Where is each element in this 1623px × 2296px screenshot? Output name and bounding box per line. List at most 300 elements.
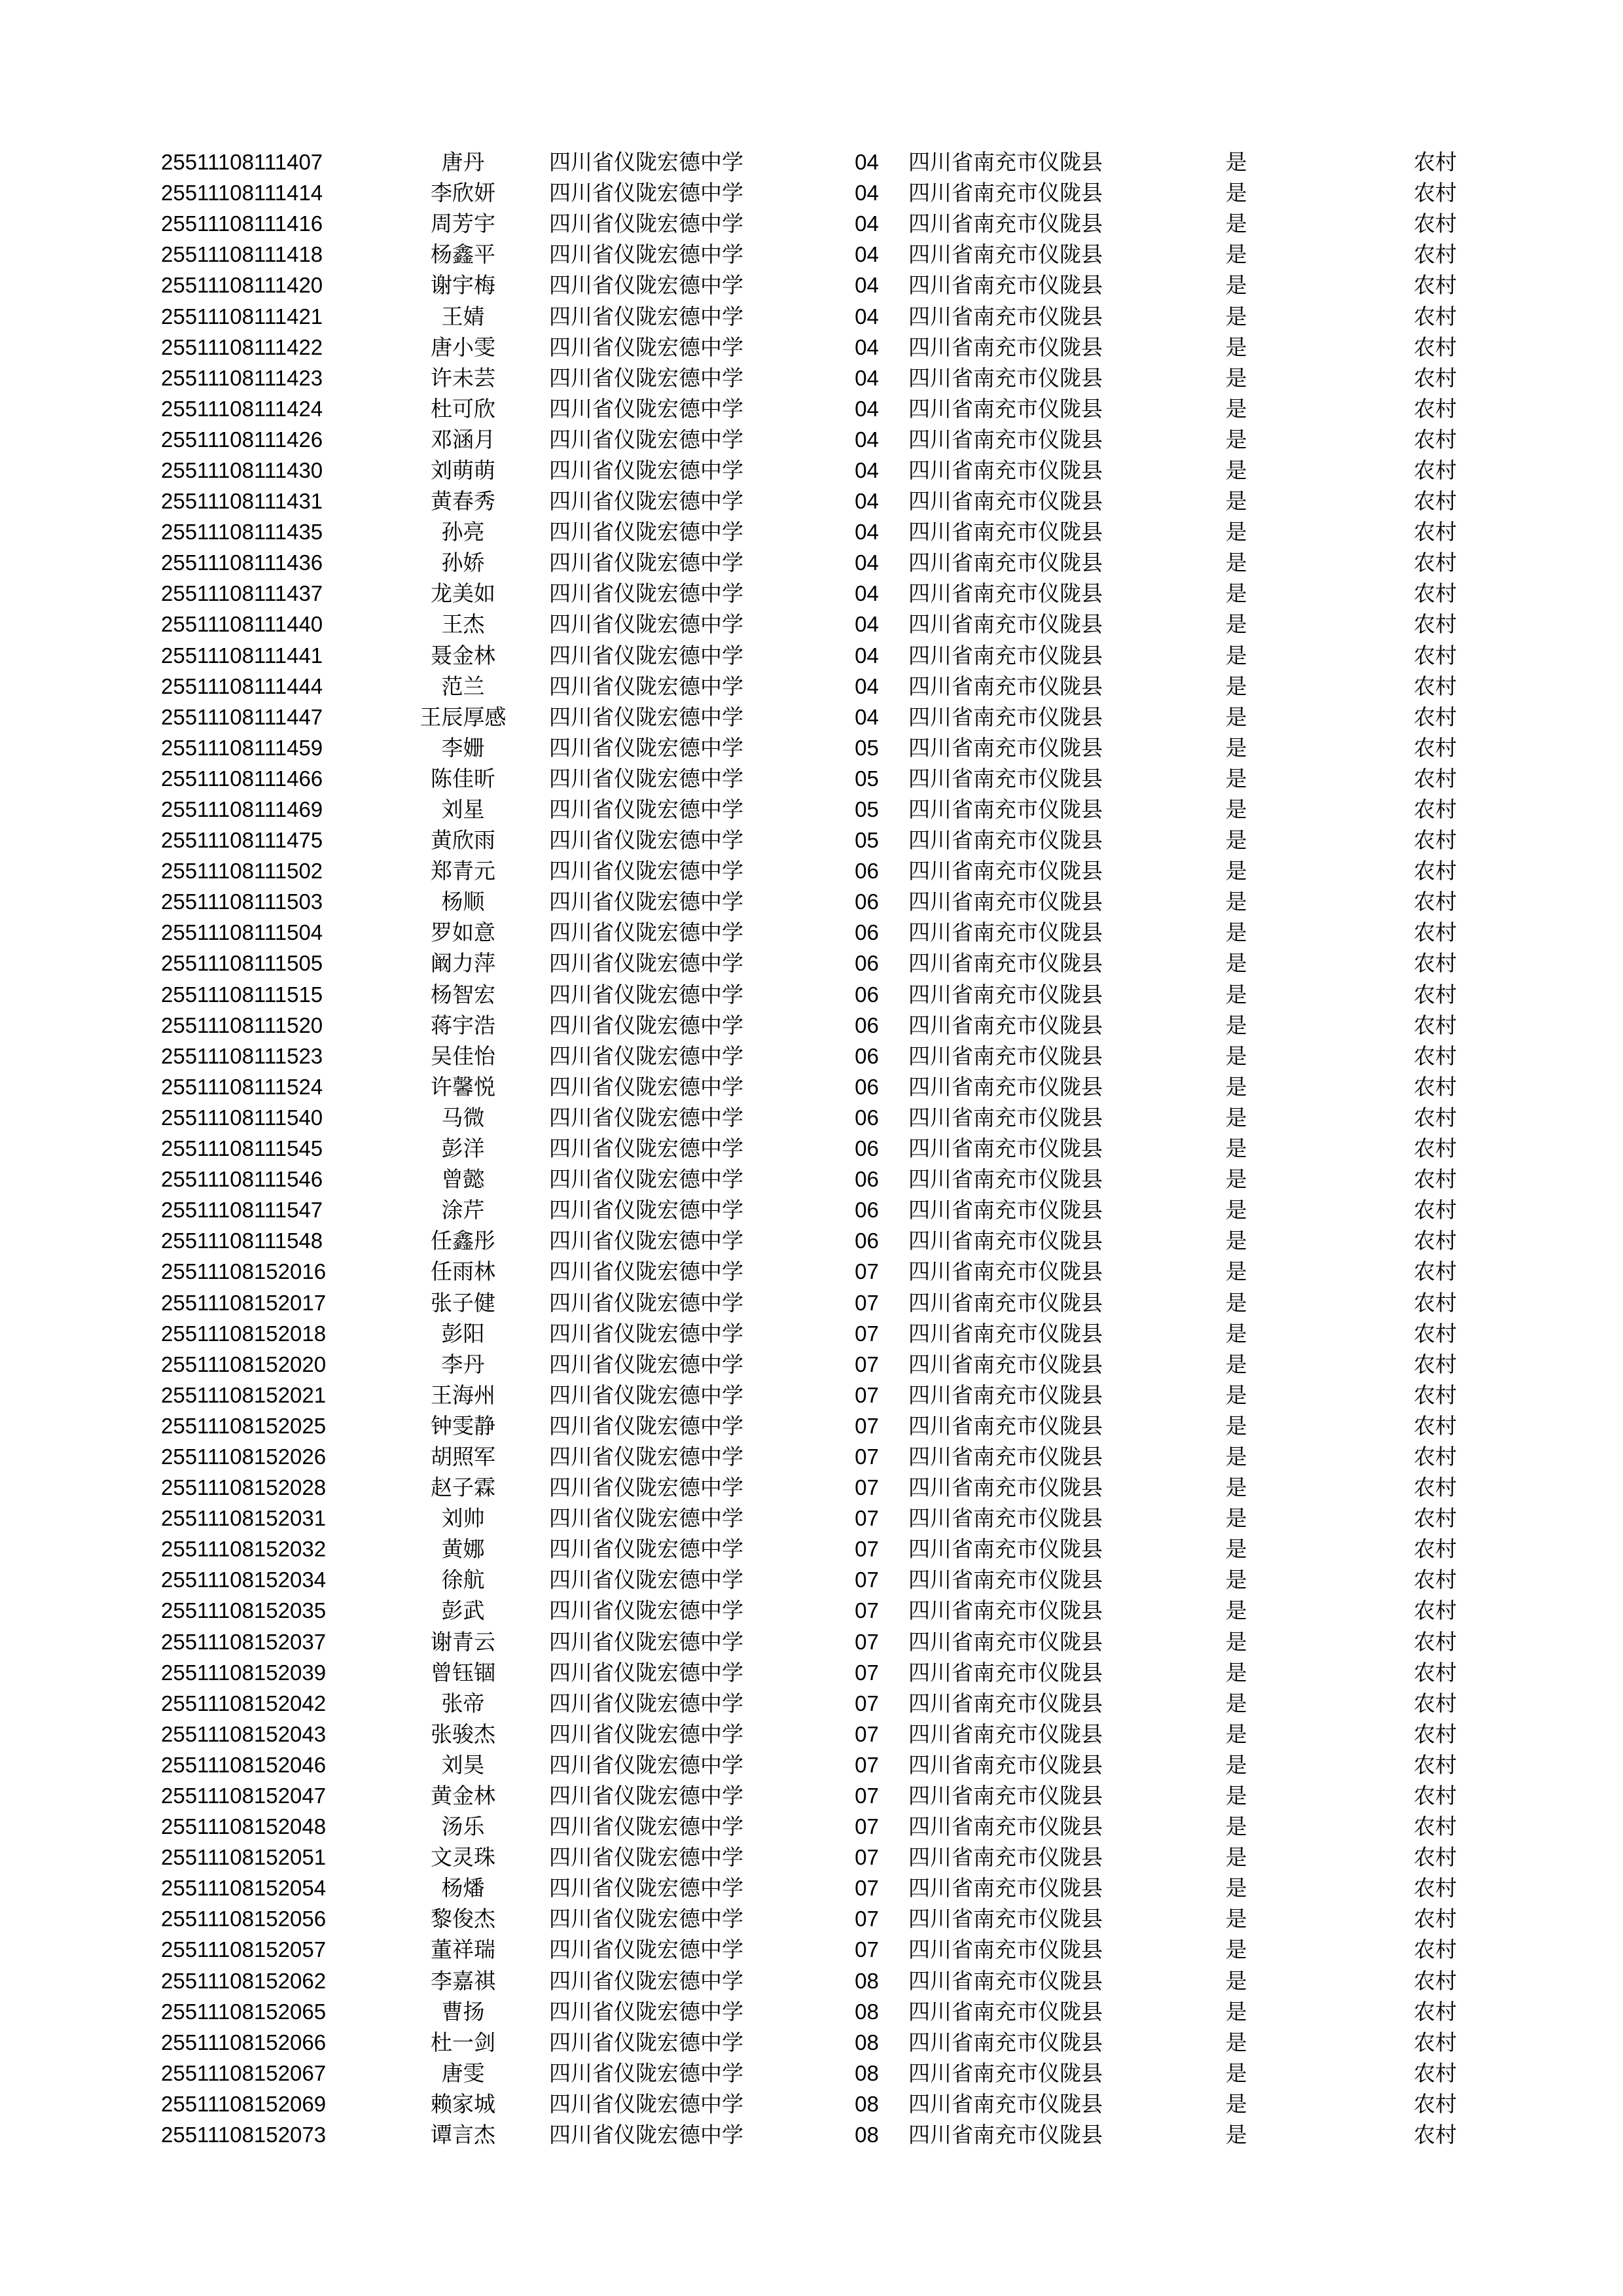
class-cell: 06 xyxy=(855,1229,879,1253)
class-cell: 05 xyxy=(855,828,879,853)
flag-cell: 是 xyxy=(1225,149,1247,175)
class-cell: 04 xyxy=(855,242,879,267)
region-cell: 四川省南充市仪陇县 xyxy=(908,1844,1103,1871)
class-cell: 07 xyxy=(855,1721,879,1746)
flag-cell: 是 xyxy=(1225,2090,1247,2117)
student-name-cell: 张帝 xyxy=(441,1690,485,1716)
class-cell: 06 xyxy=(855,920,879,945)
flag-cell: 是 xyxy=(1225,1073,1247,1100)
student-name-cell: 周芳宇 xyxy=(431,211,495,237)
region-cell: 四川省南充市仪陇县 xyxy=(908,1783,1103,1809)
region-cell: 四川省南充市仪陇县 xyxy=(908,1536,1103,1562)
region-cell: 四川省南充市仪陇县 xyxy=(908,2029,1103,2055)
flag-cell: 是 xyxy=(1225,642,1247,668)
school-cell: 四川省仪陇宏德中学 xyxy=(549,1289,743,1316)
flag-cell: 是 xyxy=(1225,1721,1247,1747)
table-row xyxy=(161,332,1457,363)
school-cell: 四川省仪陇宏德中学 xyxy=(549,1475,743,1501)
residence-type-cell: 农村 xyxy=(1414,1505,1457,1532)
flag-cell: 是 xyxy=(1225,1875,1247,1901)
student-id-cell: 25511108111407 xyxy=(161,150,323,175)
region-cell: 四川省南充市仪陇县 xyxy=(908,581,1103,607)
school-cell: 四川省仪陇宏德中学 xyxy=(549,797,743,823)
class-cell: 08 xyxy=(855,2123,879,2147)
class-cell: 07 xyxy=(855,1660,879,1685)
school-cell: 四川省仪陇宏德中学 xyxy=(549,1443,743,1469)
residence-type-cell: 农村 xyxy=(1414,1043,1457,1069)
region-cell: 四川省南充市仪陇县 xyxy=(908,1505,1103,1532)
student-name-cell: 王杰 xyxy=(441,611,485,637)
student-name-cell: 马微 xyxy=(441,1104,485,1130)
region-cell: 四川省南充市仪陇县 xyxy=(908,426,1103,452)
student-name-cell: 任雨林 xyxy=(431,1259,495,1285)
table-row xyxy=(161,732,1457,763)
region-cell: 四川省南充市仪陇县 xyxy=(908,1012,1103,1038)
flag-cell: 是 xyxy=(1225,303,1247,329)
student-id-cell: 25511108152065 xyxy=(161,1999,327,2024)
class-cell: 07 xyxy=(855,1568,879,1592)
class-cell: 07 xyxy=(855,1506,879,1531)
class-cell: 04 xyxy=(855,643,879,668)
residence-type-cell: 农村 xyxy=(1414,611,1457,637)
school-cell: 四川省仪陇宏德中学 xyxy=(549,1259,743,1285)
flag-cell: 是 xyxy=(1225,2029,1247,2055)
residence-type-cell: 农村 xyxy=(1414,1228,1457,1254)
student-id-cell: 25511108111523 xyxy=(161,1043,323,1068)
region-cell: 四川省南充市仪陇县 xyxy=(908,1166,1103,1193)
region-cell: 四川省南充市仪陇县 xyxy=(908,858,1103,884)
region-cell: 四川省南充市仪陇县 xyxy=(908,1197,1103,1223)
table-row xyxy=(161,702,1457,732)
student-name-cell: 范兰 xyxy=(441,673,485,699)
student-id-cell: 25511108152017 xyxy=(161,1290,327,1315)
student-id-cell: 25511108111421 xyxy=(161,304,323,329)
school-cell: 四川省仪陇宏德中学 xyxy=(549,858,743,884)
school-cell: 四川省仪陇宏德中学 xyxy=(549,2122,743,2148)
residence-type-cell: 农村 xyxy=(1414,457,1457,483)
region-cell: 四川省南充市仪陇县 xyxy=(908,457,1103,483)
school-cell: 四川省仪陇宏德中学 xyxy=(549,550,743,576)
student-id-cell: 25511108152018 xyxy=(161,1321,327,1346)
student-id-cell: 25511108111430 xyxy=(161,457,323,482)
region-cell: 四川省南充市仪陇县 xyxy=(908,1598,1103,1624)
student-id-cell: 25511108111447 xyxy=(161,704,323,729)
flag-cell: 是 xyxy=(1225,2122,1247,2148)
flag-cell: 是 xyxy=(1225,1382,1247,1408)
student-name-cell: 杜一剑 xyxy=(431,2029,495,2055)
school-cell: 四川省仪陇宏德中学 xyxy=(549,1197,743,1223)
school-cell: 四川省仪陇宏德中学 xyxy=(549,180,743,206)
region-cell: 四川省南充市仪陇县 xyxy=(908,1136,1103,1162)
student-name-cell: 刘帅 xyxy=(441,1505,485,1532)
student-name-cell: 孙亮 xyxy=(441,519,485,545)
student-name-cell: 文灵珠 xyxy=(431,1844,495,1871)
school-cell: 四川省仪陇宏德中学 xyxy=(549,1351,743,1377)
flag-cell: 是 xyxy=(1225,365,1247,391)
table-row xyxy=(161,1071,1457,1102)
table-row xyxy=(161,147,1457,177)
student-id-cell: 25511108152035 xyxy=(161,1598,327,1623)
table-row xyxy=(161,640,1457,671)
class-cell: 07 xyxy=(855,1382,879,1407)
student-name-cell: 唐丹 xyxy=(441,149,485,175)
region-cell: 四川省南充市仪陇县 xyxy=(908,1721,1103,1747)
residence-type-cell: 农村 xyxy=(1414,1567,1457,1593)
student-name-cell: 杨智宏 xyxy=(431,981,495,1007)
table-row xyxy=(161,1287,1457,1318)
flag-cell: 是 xyxy=(1225,1814,1247,1840)
class-cell: 07 xyxy=(855,1907,879,1931)
student-name-cell: 赵子霖 xyxy=(431,1475,495,1501)
student-name-cell: 曾懿 xyxy=(441,1166,485,1193)
student-id-cell: 25511108111424 xyxy=(161,396,323,421)
residence-type-cell: 农村 xyxy=(1414,765,1457,791)
flag-cell: 是 xyxy=(1225,1043,1247,1069)
student-name-cell: 张骏杰 xyxy=(431,1721,495,1747)
school-cell: 四川省仪陇宏德中学 xyxy=(549,1751,743,1778)
region-cell: 四川省南充市仪陇县 xyxy=(908,488,1103,514)
region-cell: 四川省南充市仪陇县 xyxy=(908,1628,1103,1655)
school-cell: 四川省仪陇宏德中学 xyxy=(549,1783,743,1809)
school-cell: 四川省仪陇宏德中学 xyxy=(549,1628,743,1655)
student-name-cell: 唐雯 xyxy=(441,2060,485,2086)
region-cell: 四川省南充市仪陇县 xyxy=(908,1967,1103,1994)
student-name-cell: 彭洋 xyxy=(441,1136,485,1162)
student-id-cell: 25511108152034 xyxy=(161,1568,327,1592)
region-cell: 四川省南充市仪陇县 xyxy=(908,1690,1103,1716)
student-id-cell: 25511108152056 xyxy=(161,1907,327,1931)
student-id-cell: 25511108111441 xyxy=(161,643,323,668)
residence-type-cell: 农村 xyxy=(1414,1073,1457,1100)
table-row xyxy=(161,917,1457,948)
student-name-cell: 聂金林 xyxy=(431,642,495,668)
region-cell: 四川省南充市仪陇县 xyxy=(908,2060,1103,2086)
residence-type-cell: 农村 xyxy=(1414,1598,1457,1624)
class-cell: 05 xyxy=(855,766,879,791)
class-cell: 07 xyxy=(855,1784,879,1808)
table-row xyxy=(161,578,1457,609)
flag-cell: 是 xyxy=(1225,519,1247,545)
flag-cell: 是 xyxy=(1225,457,1247,483)
table-row xyxy=(161,609,1457,639)
table-row xyxy=(161,1842,1457,1873)
student-id-cell: 25511108111547 xyxy=(161,1198,323,1223)
school-cell: 四川省仪陇宏德中学 xyxy=(549,581,743,607)
class-cell: 07 xyxy=(855,1876,879,1901)
school-cell: 四川省仪陇宏德中学 xyxy=(549,950,743,977)
residence-type-cell: 农村 xyxy=(1414,242,1457,268)
residence-type-cell: 农村 xyxy=(1414,2090,1457,2117)
residence-type-cell: 农村 xyxy=(1414,1351,1457,1377)
residence-type-cell: 农村 xyxy=(1414,1412,1457,1439)
residence-type-cell: 农村 xyxy=(1414,981,1457,1007)
table-row xyxy=(161,1041,1457,1071)
class-cell: 06 xyxy=(855,1136,879,1161)
residence-type-cell: 农村 xyxy=(1414,1197,1457,1223)
student-id-cell: 25511108152028 xyxy=(161,1475,327,1500)
student-id-cell: 25511108111420 xyxy=(161,273,323,298)
residence-type-cell: 农村 xyxy=(1414,272,1457,298)
class-cell: 06 xyxy=(855,1198,879,1223)
residence-type-cell: 农村 xyxy=(1414,673,1457,699)
flag-cell: 是 xyxy=(1225,334,1247,360)
table-row xyxy=(161,1749,1457,1780)
region-cell: 四川省南充市仪陇县 xyxy=(908,1289,1103,1316)
table-row xyxy=(161,393,1457,424)
class-cell: 07 xyxy=(855,1259,879,1284)
residence-type-cell: 农村 xyxy=(1414,149,1457,175)
residence-type-cell: 农村 xyxy=(1414,797,1457,823)
region-cell: 四川省南充市仪陇县 xyxy=(908,765,1103,791)
student-name-cell: 李姗 xyxy=(441,734,485,761)
residence-type-cell: 农村 xyxy=(1414,734,1457,761)
school-cell: 四川省仪陇宏德中学 xyxy=(549,334,743,360)
flag-cell: 是 xyxy=(1225,950,1247,977)
student-name-cell: 唐小雯 xyxy=(431,334,495,360)
school-cell: 四川省仪陇宏德中学 xyxy=(549,365,743,391)
flag-cell: 是 xyxy=(1225,1783,1247,1809)
flag-cell: 是 xyxy=(1225,1998,1247,2024)
class-cell: 04 xyxy=(855,520,879,545)
region-cell: 四川省南充市仪陇县 xyxy=(908,1937,1103,1963)
residence-type-cell: 农村 xyxy=(1414,1875,1457,1901)
residence-type-cell: 农村 xyxy=(1414,180,1457,206)
table-row xyxy=(161,177,1457,208)
class-cell: 08 xyxy=(855,1968,879,1993)
student-id-cell: 25511108152043 xyxy=(161,1721,327,1746)
student-name-cell: 杜可欣 xyxy=(431,395,495,422)
class-cell: 07 xyxy=(855,1475,879,1500)
school-cell: 四川省仪陇宏德中学 xyxy=(549,1875,743,1901)
flag-cell: 是 xyxy=(1225,1536,1247,1562)
table-row xyxy=(161,1010,1457,1041)
residence-type-cell: 农村 xyxy=(1414,1443,1457,1469)
region-cell: 四川省南充市仪陇县 xyxy=(908,1104,1103,1130)
residence-type-cell: 农村 xyxy=(1414,1998,1457,2024)
school-cell: 四川省仪陇宏德中学 xyxy=(549,426,743,452)
student-name-cell: 杨鑫平 xyxy=(431,242,495,268)
residence-type-cell: 农村 xyxy=(1414,1104,1457,1130)
region-cell: 四川省南充市仪陇县 xyxy=(908,704,1103,730)
flag-cell: 是 xyxy=(1225,1197,1247,1223)
student-id-cell: 25511108111418 xyxy=(161,242,323,267)
region-cell: 四川省南充市仪陇县 xyxy=(908,1382,1103,1408)
class-cell: 08 xyxy=(855,2060,879,2085)
student-name-cell: 李丹 xyxy=(441,1351,485,1377)
student-id-cell: 25511108111475 xyxy=(161,828,323,853)
student-id-cell: 25511108111548 xyxy=(161,1229,323,1253)
residence-type-cell: 农村 xyxy=(1414,1906,1457,1932)
school-cell: 四川省仪陇宏德中学 xyxy=(549,1906,743,1932)
student-id-cell: 25511108111515 xyxy=(161,982,323,1007)
student-id-cell: 25511108111431 xyxy=(161,489,323,514)
class-cell: 04 xyxy=(855,150,879,175)
flag-cell: 是 xyxy=(1225,272,1247,298)
table-row xyxy=(161,1441,1457,1472)
table-row xyxy=(161,1934,1457,1965)
class-cell: 06 xyxy=(855,951,879,976)
student-name-cell: 刘星 xyxy=(441,797,485,823)
table-row xyxy=(161,2089,1457,2119)
residence-type-cell: 农村 xyxy=(1414,550,1457,576)
student-id-cell: 25511108152026 xyxy=(161,1444,327,1469)
table-row xyxy=(161,239,1457,270)
region-cell: 四川省南充市仪陇县 xyxy=(908,395,1103,422)
class-cell: 05 xyxy=(855,735,879,760)
student-id-cell: 25511108152069 xyxy=(161,2091,327,2116)
class-cell: 04 xyxy=(855,612,879,637)
region-cell: 四川省南充市仪陇县 xyxy=(908,889,1103,915)
region-cell: 四川省南充市仪陇县 xyxy=(908,1228,1103,1254)
table-row xyxy=(161,1595,1457,1626)
class-cell: 07 xyxy=(855,1845,879,1870)
residence-type-cell: 农村 xyxy=(1414,858,1457,884)
flag-cell: 是 xyxy=(1225,858,1247,884)
flag-cell: 是 xyxy=(1225,242,1247,268)
class-cell: 04 xyxy=(855,457,879,482)
table-row xyxy=(161,1503,1457,1534)
region-cell: 四川省南充市仪陇县 xyxy=(908,1751,1103,1778)
table-row xyxy=(161,886,1457,917)
school-cell: 四川省仪陇宏德中学 xyxy=(549,1043,743,1069)
residence-type-cell: 农村 xyxy=(1414,889,1457,915)
student-id-cell: 25511108152031 xyxy=(161,1506,327,1531)
flag-cell: 是 xyxy=(1225,1505,1247,1532)
flag-cell: 是 xyxy=(1225,1412,1247,1439)
student-id-cell: 25511108152066 xyxy=(161,2030,327,2054)
region-cell: 四川省南充市仪陇县 xyxy=(908,797,1103,823)
class-cell: 07 xyxy=(855,1598,879,1623)
student-name-cell: 王辰厚感 xyxy=(419,704,507,730)
flag-cell: 是 xyxy=(1225,581,1247,607)
region-cell: 四川省南充市仪陇县 xyxy=(908,1443,1103,1469)
student-name-cell: 王婧 xyxy=(441,303,485,329)
flag-cell: 是 xyxy=(1225,889,1247,915)
region-cell: 四川省南充市仪陇县 xyxy=(908,1475,1103,1501)
residence-type-cell: 农村 xyxy=(1414,1475,1457,1501)
residence-type-cell: 农村 xyxy=(1414,1783,1457,1809)
region-cell: 四川省南充市仪陇县 xyxy=(908,642,1103,668)
student-id-cell: 25511108152016 xyxy=(161,1259,327,1284)
table-row xyxy=(161,794,1457,825)
region-cell: 四川省南充市仪陇县 xyxy=(908,242,1103,268)
table-row xyxy=(161,1472,1457,1503)
school-cell: 四川省仪陇宏德中学 xyxy=(549,920,743,946)
school-cell: 四川省仪陇宏德中学 xyxy=(549,457,743,483)
student-name-cell: 胡照军 xyxy=(431,1443,495,1469)
class-cell: 07 xyxy=(855,1752,879,1777)
residence-type-cell: 农村 xyxy=(1414,1012,1457,1038)
flag-cell: 是 xyxy=(1225,1690,1247,1716)
residence-type-cell: 农村 xyxy=(1414,1814,1457,1840)
school-cell: 四川省仪陇宏德中学 xyxy=(549,889,743,915)
school-cell: 四川省仪陇宏德中学 xyxy=(549,1998,743,2024)
flag-cell: 是 xyxy=(1225,1844,1247,1871)
school-cell: 四川省仪陇宏德中学 xyxy=(549,1382,743,1408)
student-id-cell: 25511108111520 xyxy=(161,1013,323,1037)
flag-cell: 是 xyxy=(1225,1751,1247,1778)
student-name-cell: 赖家城 xyxy=(431,2090,495,2117)
student-id-cell: 25511108111440 xyxy=(161,612,323,637)
table-row xyxy=(161,2058,1457,2089)
table-row xyxy=(161,547,1457,578)
class-cell: 06 xyxy=(855,1105,879,1130)
table-row xyxy=(161,1626,1457,1657)
class-cell: 08 xyxy=(855,1999,879,2024)
region-cell: 四川省南充市仪陇县 xyxy=(908,1998,1103,2024)
flag-cell: 是 xyxy=(1225,1598,1247,1624)
residence-type-cell: 农村 xyxy=(1414,1320,1457,1346)
student-id-cell: 25511108152020 xyxy=(161,1352,327,1376)
school-cell: 四川省仪陇宏德中学 xyxy=(549,395,743,422)
flag-cell: 是 xyxy=(1225,1228,1247,1254)
table-row xyxy=(161,1719,1457,1749)
school-cell: 四川省仪陇宏德中学 xyxy=(549,673,743,699)
flag-cell: 是 xyxy=(1225,1136,1247,1162)
region-cell: 四川省南充市仪陇县 xyxy=(908,303,1103,329)
student-id-cell: 25511108111466 xyxy=(161,766,323,791)
student-id-cell: 25511108111436 xyxy=(161,550,323,575)
table-row xyxy=(161,1410,1457,1441)
class-cell: 04 xyxy=(855,550,879,575)
flag-cell: 是 xyxy=(1225,1320,1247,1346)
school-cell: 四川省仪陇宏德中学 xyxy=(549,1598,743,1624)
school-cell: 四川省仪陇宏德中学 xyxy=(549,1228,743,1254)
table-row xyxy=(161,1194,1457,1225)
residence-type-cell: 农村 xyxy=(1414,1289,1457,1316)
student-name-cell: 涂芹 xyxy=(441,1197,485,1223)
school-cell: 四川省仪陇宏德中学 xyxy=(549,149,743,175)
region-cell: 四川省南充市仪陇县 xyxy=(908,734,1103,761)
table-row xyxy=(161,1780,1457,1811)
student-name-cell: 杨顺 xyxy=(441,889,485,915)
region-cell: 四川省南充市仪陇县 xyxy=(908,1906,1103,1932)
school-cell: 四川省仪陇宏德中学 xyxy=(549,1536,743,1562)
table-row xyxy=(161,1564,1457,1595)
school-cell: 四川省仪陇宏德中学 xyxy=(549,2029,743,2055)
residence-type-cell: 农村 xyxy=(1414,1628,1457,1655)
table-row xyxy=(161,855,1457,886)
region-cell: 四川省南充市仪陇县 xyxy=(908,950,1103,977)
flag-cell: 是 xyxy=(1225,395,1247,422)
class-cell: 07 xyxy=(855,1413,879,1438)
region-cell: 四川省南充市仪陇县 xyxy=(908,149,1103,175)
residence-type-cell: 农村 xyxy=(1414,1690,1457,1716)
student-id-cell: 25511108111444 xyxy=(161,673,323,698)
student-name-cell: 李欣妍 xyxy=(431,180,495,206)
student-id-cell: 25511108152057 xyxy=(161,1937,327,1962)
residence-type-cell: 农村 xyxy=(1414,1937,1457,1963)
school-cell: 四川省仪陇宏德中学 xyxy=(549,242,743,268)
class-cell: 08 xyxy=(855,2091,879,2116)
class-cell: 07 xyxy=(855,1444,879,1469)
class-cell: 04 xyxy=(855,396,879,421)
region-cell: 四川省南充市仪陇县 xyxy=(908,1659,1103,1685)
student-name-cell: 汤乐 xyxy=(441,1814,485,1840)
table-row xyxy=(161,1688,1457,1719)
student-id-cell: 25511108111505 xyxy=(161,951,323,976)
class-cell: 04 xyxy=(855,273,879,298)
school-cell: 四川省仪陇宏德中学 xyxy=(549,303,743,329)
school-cell: 四川省仪陇宏德中学 xyxy=(549,488,743,514)
student-id-cell: 25511108111416 xyxy=(161,211,323,236)
class-cell: 07 xyxy=(855,1629,879,1654)
school-cell: 四川省仪陇宏德中学 xyxy=(549,2060,743,2086)
class-cell: 07 xyxy=(855,1691,879,1715)
school-cell: 四川省仪陇宏德中学 xyxy=(549,1073,743,1100)
table-row xyxy=(161,948,1457,978)
student-name-cell: 阚力萍 xyxy=(431,950,495,977)
